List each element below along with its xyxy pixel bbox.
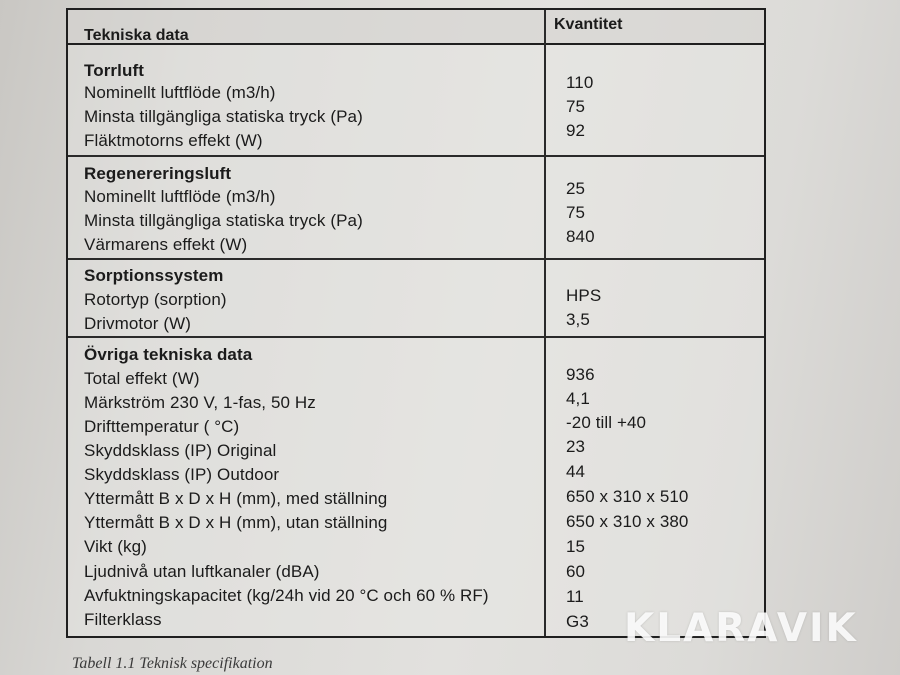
row-label: Rotortyp (sorption)	[84, 290, 227, 309]
row-label: Värmarens effekt (W)	[84, 235, 248, 254]
section-title: Torrluft	[84, 61, 144, 80]
row-label: Minsta tillgängliga statiska tryck (Pa)	[84, 211, 363, 230]
row-label: Drivmotor (W)	[84, 314, 192, 333]
table-header	[68, 10, 764, 45]
section-title: Sorptionssystem	[84, 266, 224, 285]
row-value: 11	[566, 587, 584, 606]
row-value: 650 x 310 x 380	[566, 512, 689, 531]
row-label: Skyddsklass (IP) Original	[84, 441, 277, 460]
section-title: Regenereringsluft	[84, 164, 232, 183]
row-value: 25	[566, 179, 586, 198]
row-value: 44	[566, 462, 586, 481]
row-value: 840	[566, 227, 595, 246]
table-caption: Tabell 1.1 Teknisk specifikation	[72, 655, 273, 672]
row-value: HPS	[566, 286, 602, 305]
section-separator	[68, 336, 764, 338]
row-label: Fläktmotorns effekt (W)	[84, 131, 263, 150]
column-divider	[544, 10, 546, 636]
row-value: 92	[566, 121, 586, 140]
row-value: 15	[566, 537, 586, 556]
row-value: 110	[566, 73, 594, 92]
section-title: Övriga tekniska data	[84, 345, 253, 364]
row-label: Minsta tillgängliga statiska tryck (Pa)	[84, 107, 363, 126]
row-value: -20 till +40	[566, 413, 647, 432]
row-label: Avfuktningskapacitet (kg/24h vid 20 °C och 60 % RF)	[84, 586, 489, 605]
row-value: 60	[566, 562, 586, 581]
row-value: 3,5	[566, 310, 590, 329]
watermark-logo: KLARAVIK	[624, 606, 858, 651]
row-label: Märkström 230 V, 1-fas, 50 Hz	[84, 393, 316, 412]
spec-table	[66, 8, 766, 638]
header-value: Kvantitet	[554, 16, 623, 33]
row-label: Nominellt luftflöde (m3/h)	[84, 83, 276, 102]
row-value: 23	[566, 437, 586, 456]
row-value: 936	[566, 365, 595, 384]
row-value: G3	[566, 612, 589, 631]
row-label: Total effekt (W)	[84, 369, 200, 388]
row-label: Yttermått B x D x H (mm), med ställning	[84, 489, 388, 508]
row-value: 4,1	[566, 389, 590, 408]
row-label: Drifttemperatur ( °C)	[84, 417, 240, 436]
row-value: 75	[566, 203, 586, 222]
row-label: Filterklass	[84, 610, 162, 629]
row-label: Nominellt luftflöde (m3/h)	[84, 187, 276, 206]
row-label: Yttermått B x D x H (mm), utan ställning	[84, 513, 388, 532]
row-value: 75	[566, 97, 586, 116]
row-label: Vikt (kg)	[84, 537, 147, 556]
row-value: 650 x 310 x 510	[566, 487, 689, 506]
header-label: Tekniska data	[84, 27, 189, 44]
row-label: Ljudnivå utan luftkanaler (dBA)	[84, 562, 320, 581]
row-label: Skyddsklass (IP) Outdoor	[84, 465, 280, 484]
section-separator	[68, 155, 764, 157]
section-separator	[68, 258, 764, 260]
